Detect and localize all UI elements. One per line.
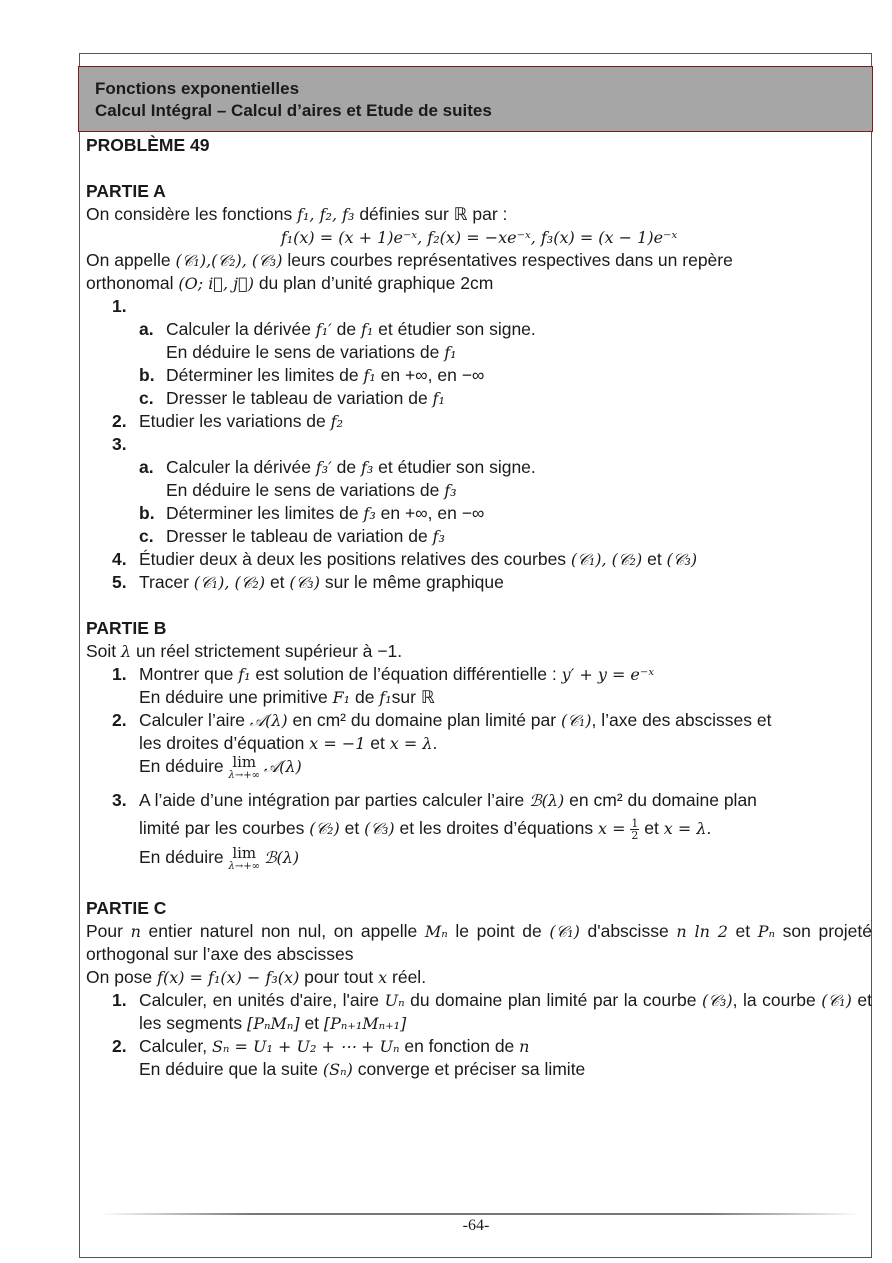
limit-expression: lim λ→+∞ xyxy=(228,843,260,872)
part-a-intro-1: On considère les fonctions f₁, f₂, f₃ définies sur ℝ par : xyxy=(86,204,508,224)
footer-divider xyxy=(100,1213,860,1215)
question-b-1: 1. Montrer que f₁ est solution de l’équation différentielle : y′ + y = e⁻ˣ En déduire une primitive F₁ de f₁sur ℝ xyxy=(112,664,655,707)
question-a-1a-cont: En déduire le sens de variations de f₁ xyxy=(166,342,457,362)
limit-expression: lim λ→+∞ xyxy=(228,753,260,781)
question-b-2: 2. Calculer l’aire 𝒜(λ) en cm² du domaine plan limité par (𝒞₁), l’axe des abscisses et les droites d’équation x = −1 et x = λ. En déduire lim λ→+∞ 𝒜(λ) xyxy=(112,710,772,781)
chapter-header xyxy=(78,66,873,132)
part-a-title: PARTIE A xyxy=(86,181,166,201)
question-c-2: 2. Calculer, Sₙ = U₁ + U₂ + ⋯ + Uₙ en fonction de n En déduire que la suite (Sₙ) converge et préciser sa limite xyxy=(112,1035,586,1079)
question-a-1c: c. Dresser le tableau de variation de f₁ xyxy=(139,388,445,408)
part-a-formula: f₁(x) = (x + 1)e⁻ˣ, f₂(x) = −xe⁻ˣ, f₃(x) = (x − 1)e⁻ˣ xyxy=(280,228,678,247)
fraction-one-half: $\frac{1}{2}$ xyxy=(631,816,639,842)
part-b-intro: Soit λ un réel strictement supérieur à −1. xyxy=(86,641,403,661)
question-a-3c: c. Dresser le tableau de variation de f₃ xyxy=(139,526,445,546)
question-a-4: 4. Étudier deux à deux les positions relatives des courbes (𝒞₁), (𝒞₂) et (𝒞₃) xyxy=(112,549,698,569)
part-c-title: PARTIE C xyxy=(86,897,167,918)
question-b-3: 3. A l’aide d’une intégration par parties calculer l’aire ℬ(λ) en cm² du domaine plan limité par les courbes (𝒞₂) et (𝒞₃) et les droites d’équations x = $\frac{1}{2}$ et x = λ. En déduire lim λ→+∞ ℬ(λ) xyxy=(112,790,757,872)
part-c-def: On pose f(x) = f₁(x) − f₃(x) pour tout x réel. xyxy=(86,966,427,987)
page-number: -64- xyxy=(462,1217,490,1234)
question-a-1: 1. xyxy=(112,296,127,316)
part-b-title: PARTIE B xyxy=(86,618,167,638)
question-a-1a: a. Calculer la dérivée f₁′ de f₁ et étudier son signe. xyxy=(139,319,536,339)
question-a-3a: a. Calculer la dérivée f₃′ de f₃ et étudier son signe. xyxy=(139,457,536,477)
question-a-3b: b. Déterminer les limites de f₃ en +∞, en −∞ xyxy=(139,503,485,523)
question-a-5: 5. Tracer (𝒞₁), (𝒞₂) et (𝒞₃) sur le même graphique xyxy=(112,572,504,592)
chapter-title: Fonctions exponentielles xyxy=(95,79,300,98)
problem-content xyxy=(86,134,872,1081)
problem-title: PROBLÈME 49 xyxy=(86,135,210,155)
part-a-intro-2: On appelle (𝒞₁),(𝒞₂), (𝒞₃) leurs courbes représentatives respectives dans un repère xyxy=(86,250,733,270)
question-a-3: 3. xyxy=(112,434,127,454)
question-a-3a-cont: En déduire le sens de variations de f₃ xyxy=(166,480,457,500)
part-a-intro-3: orthonomal (O; i⃗, j⃗) du plan d’unité graphique 2cm xyxy=(86,273,494,293)
question-a-2: 2. Etudier les variations de f₂ xyxy=(112,411,343,431)
question-c-1: 1. Calculer, en unités d'aire, l'aire Uₙ du domaine plan limité par la courbe (𝒞₃), la courbe (𝒞₁) et les segments [PₙMₙ] et [Pₙ₊₁Mₙ₊₁] xyxy=(112,989,872,1033)
chapter-subtitle: Calcul Intégral – Calcul d’aires et Etude de suites xyxy=(95,101,492,120)
question-a-1b: b. Déterminer les limites de f₁ en +∞, en −∞ xyxy=(139,365,485,385)
part-c-intro: Pour n entier naturel non nul, on appelle Mₙ le point de (𝒞₁) d'abscisse n ln 2 et Pₙ son projeté orthogonal sur l’axe des abscisses xyxy=(86,920,873,964)
